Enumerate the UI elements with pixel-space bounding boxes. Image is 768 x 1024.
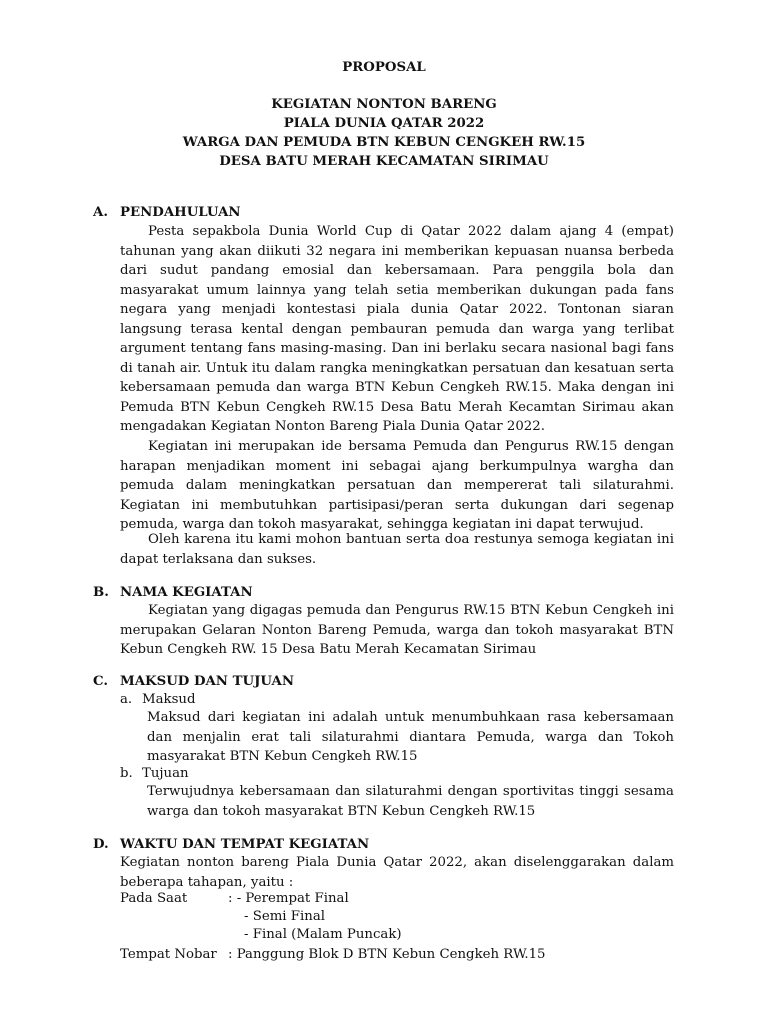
pada-saat-value-3: - Final (Malam Puncak) [244, 927, 402, 942]
title-line-3: WARGA DAN PEMUDA BTN KEBUN CENGKEH RW.15 [182, 135, 586, 150]
section-b-paragraph: Kegiatan yang digagas pemuda dan Pengurus RW.15 BTN Kebun Cengkeh ini merupakan Gelaran Nonton Bareng Pemuda, warga dan tokoh masyarakat BTN Kebun Cengkeh RW. 15 Desa Batu Merah Kecamatan Sirimau [120, 603, 674, 657]
section-c-maksud-text: Maksud dari kegiatan ini adalah untuk menumbuhkaan rasa kebersamaan dan menjalin erat tali silaturahmi diantara Pemuda, warga dan Tokoh masyarakat BTN Kebun Cengkeh RW.15 [147, 710, 674, 764]
section-c-title: MAKSUD DAN TUJUAN [120, 674, 295, 689]
pada-saat-row-2 [244, 907, 325, 927]
tujuan-title: Tujuan [142, 766, 189, 781]
pada-saat-row [120, 889, 349, 909]
tempat-nobar-row [120, 945, 546, 965]
section-a-paragraph-1: Pesta sepakbola Dunia World Cup di Qatar 2022 dalam ajang 4 (empat) tahunan yang akan diikuti 32 negara ini memberikan kepuasan nuansa berbeda dari sudut pandang emosial dan kebersamaan. Para penggila bola dan masyarakat umum lainnya yang telah setia memberikan dukungan pada fans negara yang menjadi kontestasi piala dunia Qatar 2022. Tontonan siaran langsung terasa kental dengan pembauran pemuda dan warga yang terlibat argument tentang fans masing-masing. Dan ini berlaku secara nasional bagi fans di tanah air. Untuk itu dalam rangka meningkatkan persatuan dan kesatuan serta kebersamaan pemuda dan warga BTN Kebun Cengkeh RW.15. Maka dengan ini Pemuda BTN Kebun Cengkeh RW.15 Desa Batu Merah Kecamtan Sirimau akan mengadakan Kegiatan Nonton Bareng Piala Dunia Qatar 2022. [120, 224, 674, 434]
proposal-heading: PROPOSAL [342, 60, 426, 75]
section-a-letter: A. [93, 205, 108, 220]
section-d-heading [93, 835, 369, 855]
tempat-nobar-value: : Panggung Blok D BTN Kebun Cengkeh RW.15 [228, 947, 546, 962]
tujuan-letter: b. [120, 766, 133, 781]
section-a-paragraph-3: Oleh karena itu kami mohon bantuan serta doa restunya semoga kegiatan ini dapat terlaksana dan sukses. [120, 532, 674, 567]
section-d-intro: Kegiatan nonton bareng Piala Dunia Qatar 2022, akan diselenggarakan dalam beberapa tahapan, yaitu : [120, 855, 674, 890]
section-a-paragraph-2: Kegiatan ini merupakan ide bersama Pemuda dan Pengurus RW.15 dengan harapan menjadikan moment ini sebagai ajang berkumpulnya wargha dan pemuda dalam meningkatkan persatuan dan mempererat tali silaturahmi. Kegiatan ini membutuhkan partisipasi/peran serta dukungan dari segenap pemuda, warga dan tokoh masyarakat, sehingga kegiatan ini dapat terwujud. [120, 439, 674, 532]
tempat-nobar-label: Tempat Nobar [120, 947, 217, 962]
section-a-title: PENDAHULUAN [120, 205, 241, 220]
title-line-1: KEGIATAN NONTON BARENG [271, 97, 497, 112]
title-line-4: DESA BATU MERAH KECAMATAN SIRIMAU [219, 154, 549, 169]
pada-saat-label: Pada Saat [120, 891, 188, 906]
section-c-maksud-heading [120, 690, 196, 710]
section-c-tujuan-heading [120, 764, 189, 784]
document-title [0, 95, 768, 171]
maksud-title: Maksud [142, 692, 196, 707]
section-b-letter: B. [93, 585, 109, 600]
section-c-letter: C. [93, 674, 108, 689]
section-b-heading [93, 583, 253, 603]
maksud-letter: a. [120, 692, 133, 707]
section-b-title: NAMA KEGIATAN [120, 585, 253, 600]
section-d-title: WAKTU DAN TEMPAT KEGIATAN [120, 837, 370, 852]
pada-saat-value-2: - Semi Final [244, 909, 326, 924]
pada-saat-row-3 [244, 925, 402, 945]
section-d-letter: D. [93, 837, 109, 852]
pada-saat-value-1: : - Perempat Final [228, 891, 349, 906]
section-a-heading [93, 203, 241, 223]
section-c-heading [93, 672, 294, 692]
title-line-2: PIALA DUNIA QATAR 2022 [283, 116, 485, 131]
section-c-tujuan-text: Terwujudnya kebersamaan dan silaturahmi dengan sportivitas tinggi sesama warga dan tokoh masyarakat BTN Kebun Cengkeh RW.15 [147, 784, 674, 819]
